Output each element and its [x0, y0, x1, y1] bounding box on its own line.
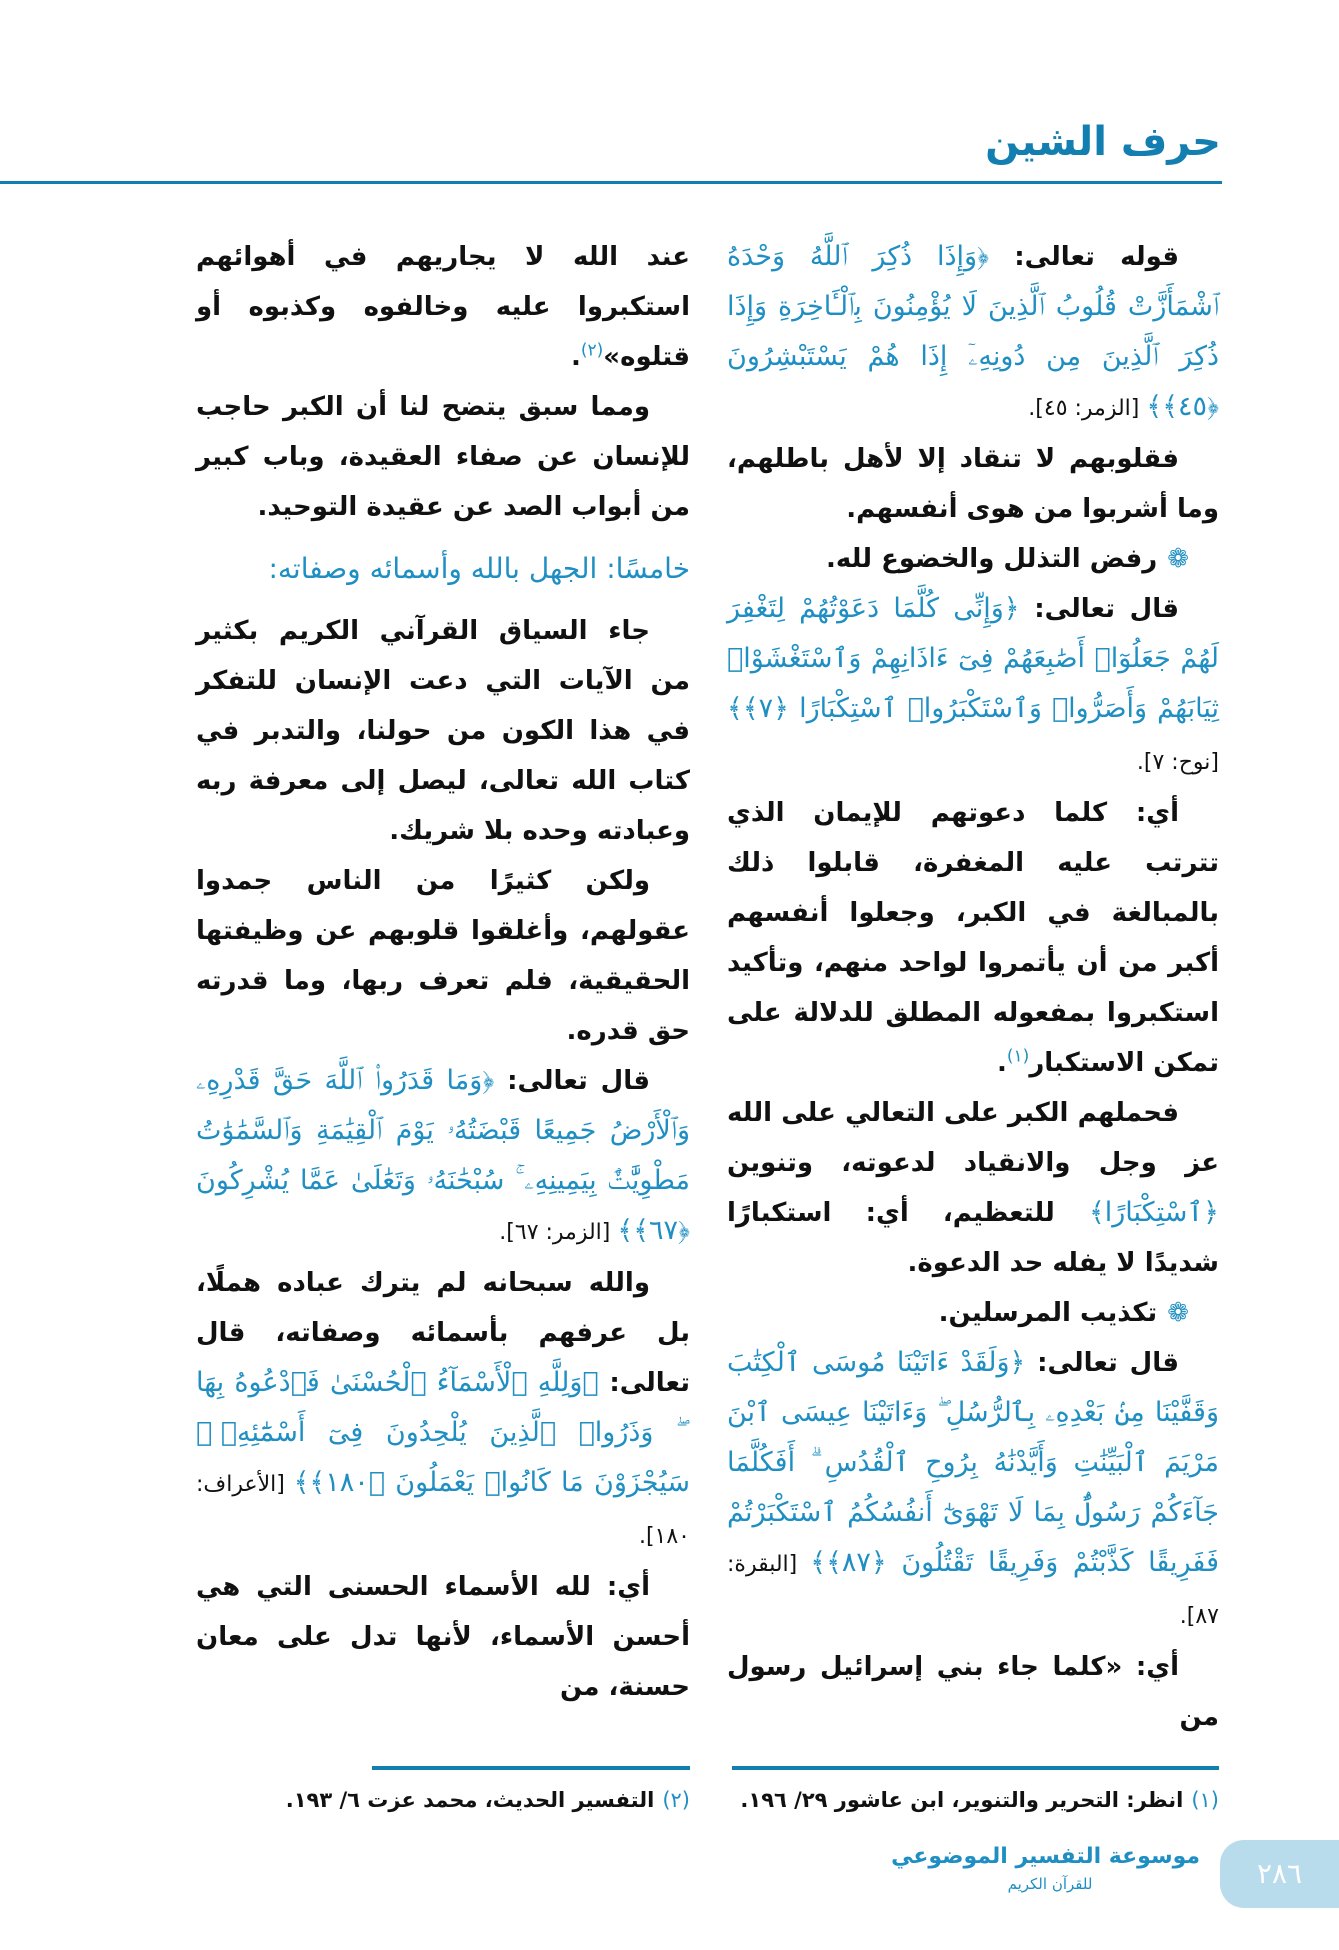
paragraph: [196, 232, 690, 382]
text-run: قال تعالى:: [494, 1066, 650, 1096]
footnote-number: (١): [1191, 1788, 1219, 1812]
verse-reference: [الزمر: ٤٥].: [1028, 396, 1147, 421]
page-header: [0, 0, 1339, 232]
text-run: قال تعالى:: [1019, 594, 1179, 624]
text-run: أي: لله الأسماء الحسنى التي هي أحسن الأسماء، لأنها تدل على معان حسنة، من: [196, 1572, 690, 1702]
page-number: ٢٨٦: [1220, 1840, 1339, 1908]
footnote-cell-left: [196, 1766, 690, 1816]
text-run: قال تعالى:: [1025, 1348, 1179, 1378]
paragraph: [727, 1642, 1219, 1742]
footnote-2: [196, 1784, 690, 1816]
paragraph: [727, 788, 1219, 1088]
footnote-1: [727, 1784, 1219, 1816]
flower-bullet-icon: ❁: [1167, 1298, 1189, 1328]
text-run: أي: «كلما جاء بني إسرائيل رسول من: [727, 1652, 1219, 1732]
text-run: ومما سبق يتضح لنا أن الكبر حاجب للإنسان عن صفاء العقيدة، وباب كبير من أبواب الصد عن عقيدة التوحيد.: [196, 392, 690, 522]
quran-verse: ﴿وَلِلَّهِ ٱلْأَسْمَآءُ ٱلْحُسْنَىٰ فَٱدْعُوهُ بِهَا ۖ وَذَرُوا۟ ٱلَّذِينَ يُلْحِدُونَ فِىٓ أَسْمَٰٓئِهِۦ ۚ سَيُجْزَوْنَ مَا كَانُوا۟ يَعْمَلُونَ ﴿١٨٠﴾﴾: [196, 1367, 690, 1498]
flower-bullet-icon: ❁: [1167, 544, 1189, 574]
logo-subtitle: للقرآن الكريم: [1007, 1875, 1093, 1893]
footnote-marker[interactable]: (١): [1006, 1046, 1030, 1067]
paragraph: [727, 1338, 1219, 1642]
paragraph: [727, 584, 1219, 788]
text-run: والله سبحانه لم يترك عباده هملًا، بل عرفهم بأسمائه وصفاته، قال تعالى:: [196, 1268, 690, 1398]
text-run: تكذيب المرسلين.: [938, 1298, 1158, 1328]
text-run: للتعظيم، أي: استكبارًا شديدًا لا يفله حد الدعوة.: [727, 1198, 1219, 1278]
verse-reference: [الزمر: ٦٧].: [499, 1220, 618, 1245]
text-run: .: [997, 1048, 1007, 1078]
text-run: قوله تعالى:: [989, 242, 1180, 272]
footnote-cell-right: [727, 1766, 1219, 1816]
paragraph: [727, 232, 1219, 434]
footnote-divider-left: [372, 1766, 690, 1770]
footnote-marker[interactable]: (٢): [580, 340, 604, 361]
text-run: خامسًا: الجهل بالله وأسمائه وصفاته:: [268, 552, 690, 585]
footnote-divider-right: [732, 1766, 1219, 1770]
paragraph: [196, 1562, 690, 1712]
quran-verse: ﴿وَإِذَا ذُكِرَ ٱللَّهُ وَحْدَهُ ٱشْمَأَزَّتْ قُلُوبُ ٱلَّذِينَ لَا يُؤْمِنُونَ بِٱلْـَٔاخِرَةِ وَإِذَا ذُكِرَ ٱلَّذِينَ مِن دُونِهِۦٓ إِذَا هُمْ يَسْتَبْشِرُونَ ﴿٤٥﴾﴾: [727, 241, 1219, 422]
text-run: رفض التذلل والخضوع لله.: [826, 544, 1158, 574]
header-divider: [0, 181, 1222, 184]
paragraph: [196, 382, 690, 532]
text-run: ولكن كثيرًا من الناس جمدوا عقولهم، وأغلقوا قلوبهم عن وظيفتها الحقيقية، فلم تعرف ربها، وما قدرته حق قدره.: [196, 866, 690, 1046]
paragraph: [196, 1258, 690, 1562]
verse-reference: [نوح: ٧].: [1136, 750, 1219, 775]
paragraph: [196, 1056, 690, 1258]
logo-title: موسوعة التفسير الموضوعي: [891, 1844, 1200, 1869]
page-footer: [0, 1840, 1339, 1950]
quran-verse: ﴿وَلَقَدْ ءَاتَيْنَا مُوسَى ٱلْكِتَٰبَ وَقَفَّيْنَا مِنۢ بَعْدِهِۦ بِٱلرُّسُلِ ۖ وَءَاتَيْنَا عِيسَى ٱبْنَ مَرْيَمَ ٱلْبَيِّنَٰتِ وَأَيَّدْنَٰهُ بِرُوحِ ٱلْقُدُسِ ۗ أَفَكُلَّمَا جَآءَكُمْ رَسُولٌۢ بِمَا لَا تَهْوَىٰٓ أَنفُسُكُمُ ٱسْتَكْبَرْتُمْ فَفَرِيقًا كَذَّبْتُمْ وَفَرِيقًا تَقْتُلُونَ ﴿٨٧﴾﴾: [727, 1347, 1219, 1578]
verse-reference: [البقرة: ٨٧].: [727, 1552, 1219, 1629]
footnote-text: التفسير الحديث، محمد عزت ٦/ ١٩٣.: [285, 1788, 655, 1812]
text-run: أي: كلما دعوتهم للإيمان الذي تترتب عليه المغفرة، قابلوا ذلك بالمبالغة في الكبر، وجعلوا أنفسهم أكبر من أن يأتمروا لواحد منهم، وتأكيد استكبروا بمفعوله المطلق للدلالة على تمكن الاستكبار: [727, 798, 1219, 1078]
text-run: فحملهم الكبر على التعالي على الله عز وجل والانقياد لدعوته، وتنوين: [727, 1098, 1219, 1178]
text-run: .: [570, 342, 581, 372]
quran-verse: ﴿وَمَا قَدَرُوا۟ ٱللَّهَ حَقَّ قَدْرِهِۦ وَٱلْأَرْضُ جَمِيعًا قَبْضَتُهُۥ يَوْمَ ٱلْقِيَٰمَةِ وَٱلسَّمَٰوَٰتُ مَطْوِيَّٰتٌۢ بِيَمِينِهِۦ ۚ سُبْحَٰنَهُۥ وَتَعَٰلَىٰ عَمَّا يُشْرِكُونَ ﴿٦٧﴾﴾: [196, 1065, 690, 1246]
chapter-title: حرف الشين: [985, 119, 1221, 165]
column-gutter: [690, 232, 727, 1742]
verse-reference: [الأعراف: ١٨٠].: [196, 1472, 690, 1549]
body-columns: [196, 232, 1219, 1742]
paragraph: [727, 1088, 1219, 1288]
footnotes-area: [196, 1766, 1219, 1816]
paragraph: [196, 856, 690, 1056]
text-run: جاء السياق القرآني الكريم بكثير من الآيات التي دعت الإنسان للتفكر في هذا الكون من حولنا، والتدبر في كتاب الله تعالى، ليصل إلى معرفة ربه وعبادته وحده بلا شريك.: [196, 616, 690, 846]
right-column: [727, 232, 1219, 1742]
footnote-gutter: [690, 1766, 727, 1816]
text-run: عند الله لا يجاريهم في أهوائهم استكبروا عليه وخالفوه وكذبوه أو قتلوه»: [196, 242, 690, 372]
footnote-text: انظر: التحرير والتنوير، ابن عاشور ٢٩/ ١٩٦.: [740, 1788, 1184, 1812]
text-run: فقلوبهم لا تنقاد إلا لأهل باطلهم، وما أشربوا من هوى أنفسهم.: [727, 444, 1219, 524]
footnote-number: (٢): [662, 1788, 690, 1812]
section-heading: [196, 544, 690, 594]
paragraph: [196, 606, 690, 856]
left-column: [196, 232, 690, 1742]
bullet-point: [727, 1288, 1219, 1338]
encyclopedia-logo: [891, 1840, 1200, 1894]
quran-verse: ﴿وَإِنِّى كُلَّمَا دَعَوْتُهُمْ لِتَغْفِرَ لَهُمْ جَعَلُوٓا۟ أَصَٰبِعَهُمْ فِىٓ ءَاذَانِهِمْ وَٱسْتَغْشَوْا۟ ثِيَابَهُمْ وَأَصَرُّوا۟ وَٱسْتَكْبَرُوا۟ ٱسْتِكْبَارًا ﴿٧﴾﴾: [727, 593, 1219, 724]
bullet-point: [727, 534, 1219, 584]
paragraph: [727, 434, 1219, 534]
quran-verse: ﴿ٱسْتِكْبَارًا﴾: [1088, 1197, 1219, 1228]
